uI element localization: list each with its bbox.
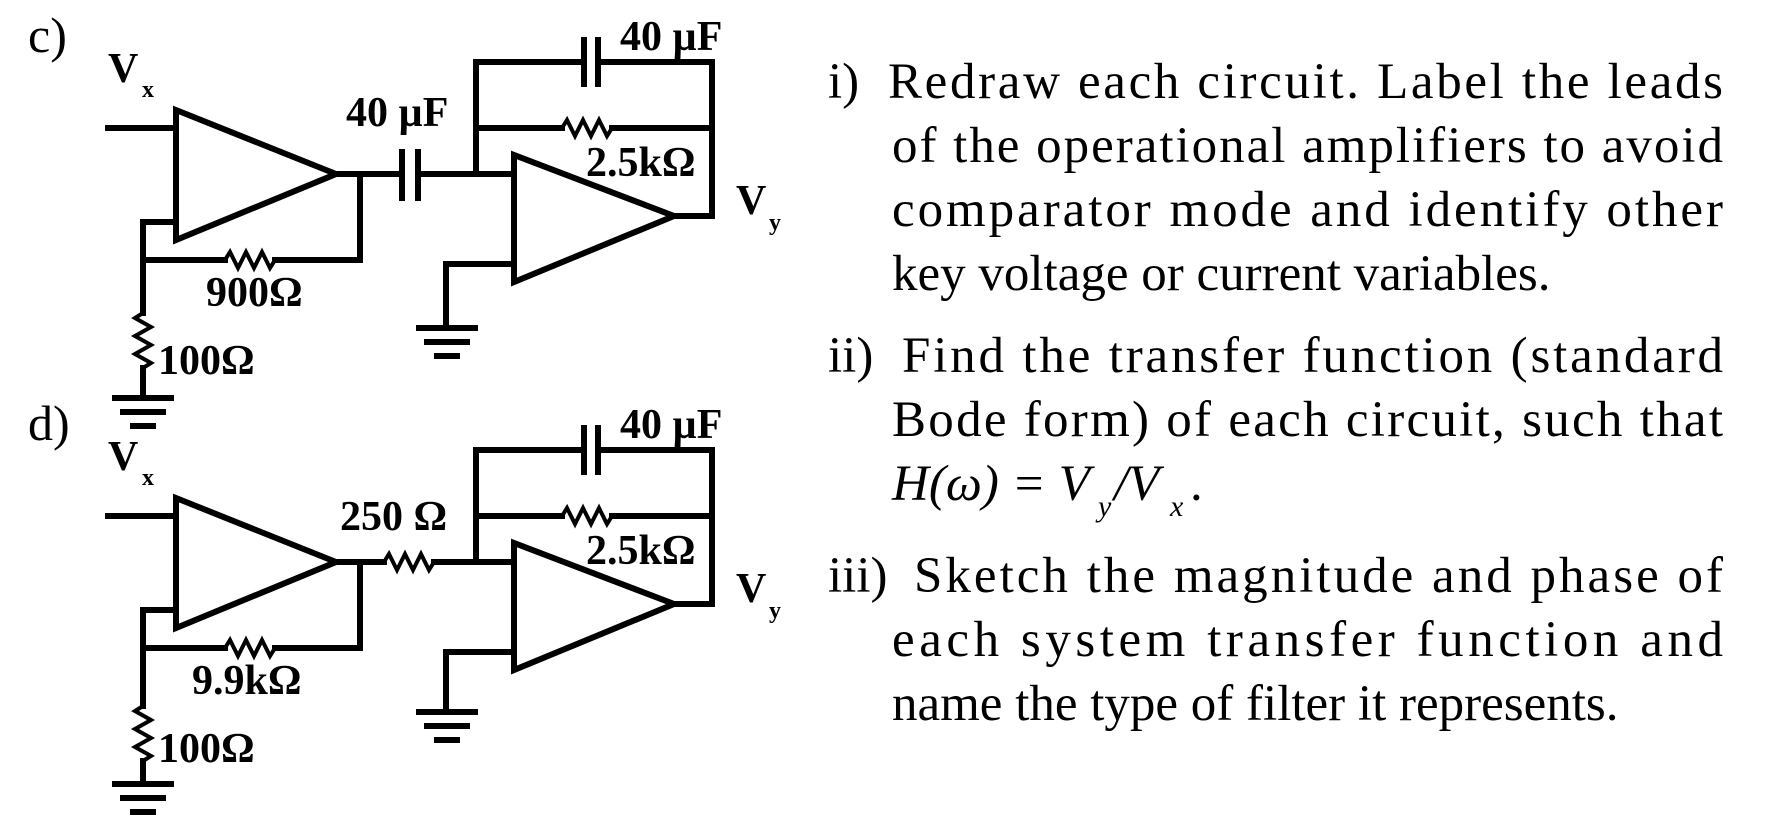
instruction-ii-line2: Bode form) of each circuit, such that xyxy=(892,392,1723,448)
instruction-i-line4: key voltage or current variables. xyxy=(892,246,1551,302)
circuit-c-100-label: 100Ω xyxy=(158,338,255,384)
circuit-d xyxy=(28,395,781,812)
instructions xyxy=(828,54,1723,732)
circuit-c-output-label: V xyxy=(736,178,767,224)
instruction-i-marker: i) xyxy=(828,54,860,110)
circuit-c-ground-1-icon xyxy=(112,398,174,426)
circuit-c-100-resistor xyxy=(135,313,151,368)
circuit-c-stage1-node-wire xyxy=(143,222,176,313)
circuit-c-input-sub: x xyxy=(142,77,154,103)
circuit-c-output-sub: y xyxy=(769,210,781,236)
circuit-c-900-label: 900Ω xyxy=(206,270,303,316)
circuit-d-opamp2-ground-wire xyxy=(446,652,514,712)
circuit-d-input-label: V xyxy=(108,434,139,480)
formula-lhs: H(ω) = V xyxy=(892,456,1090,512)
instruction-i-line1: Redraw each circuit. Label the leads xyxy=(888,54,1723,110)
circuit-d-opamp-1 xyxy=(176,498,336,628)
instruction-iii-line1: Sketch the magnitude and phase of xyxy=(914,548,1723,604)
instruction-iii-line2: each system transfer function and xyxy=(892,612,1723,668)
formula-sub-x: x xyxy=(1170,490,1184,523)
circuit-d-label: d) xyxy=(28,395,70,451)
formula-sub-y: y xyxy=(1098,490,1112,523)
instruction-i xyxy=(828,54,1723,302)
circuit-d-input-sub: x xyxy=(142,465,154,491)
circuit-c-label: c) xyxy=(28,7,67,63)
circuit-c-fb-res-label: 2.5kΩ xyxy=(586,140,696,186)
formula-end: . xyxy=(1190,456,1203,512)
circuit-c xyxy=(28,7,781,426)
circuit-d-9k9-resistor xyxy=(225,640,275,656)
instruction-ii-line1: Find the transfer function (standard xyxy=(902,328,1723,384)
circuit-d-100-resistor xyxy=(135,706,151,761)
circuit-c-900-resistor xyxy=(225,252,275,268)
circuit-d-ground-1-icon xyxy=(112,784,174,812)
instruction-iii-line3: name the type of filter it represents. xyxy=(892,676,1619,732)
circuit-d-ground-2-icon xyxy=(416,712,478,740)
circuit-d-100-label: 100Ω xyxy=(158,726,255,772)
circuit-c-fb-resistor xyxy=(562,120,612,136)
circuit-d-fb-res-label: 2.5kΩ xyxy=(586,528,696,574)
instruction-iii xyxy=(828,548,1723,732)
instruction-ii-marker: ii) xyxy=(828,328,874,384)
circuit-d-250-resistor xyxy=(384,554,434,570)
circuit-d-output-sub: y xyxy=(769,598,781,624)
circuit-c-fb-cap-label: 40 µF xyxy=(620,14,723,60)
instruction-i-line3: comparator mode and identify other xyxy=(892,182,1723,238)
formula-mid: /V xyxy=(1114,456,1160,512)
circuit-d-250-label: 250 Ω xyxy=(340,494,448,540)
circuit-d-output-label: V xyxy=(736,566,767,612)
circuit-c-series-cap-label: 40 µF xyxy=(346,90,449,136)
circuit-d-fb-cap-label: 40 µF xyxy=(620,402,723,448)
instruction-iii-marker: iii) xyxy=(828,548,888,604)
circuit-d-fb-resistor xyxy=(562,508,612,524)
circuit-c-input-label: V xyxy=(108,46,139,92)
instruction-ii xyxy=(828,328,1723,523)
circuit-d-stage1-node-wire xyxy=(143,610,176,706)
circuit-c-ground-2-icon xyxy=(416,328,478,356)
circuit-d-feedback-wire-right xyxy=(275,562,360,648)
circuit-c-opamp-1 xyxy=(176,110,336,240)
circuit-c-feedback-wire-right xyxy=(275,174,360,260)
circuit-d-9k9-label: 9.9kΩ xyxy=(192,658,302,704)
circuit-c-opamp2-ground-wire xyxy=(446,264,514,328)
instruction-i-line2: of the operational amplifiers to avoid xyxy=(892,118,1723,174)
